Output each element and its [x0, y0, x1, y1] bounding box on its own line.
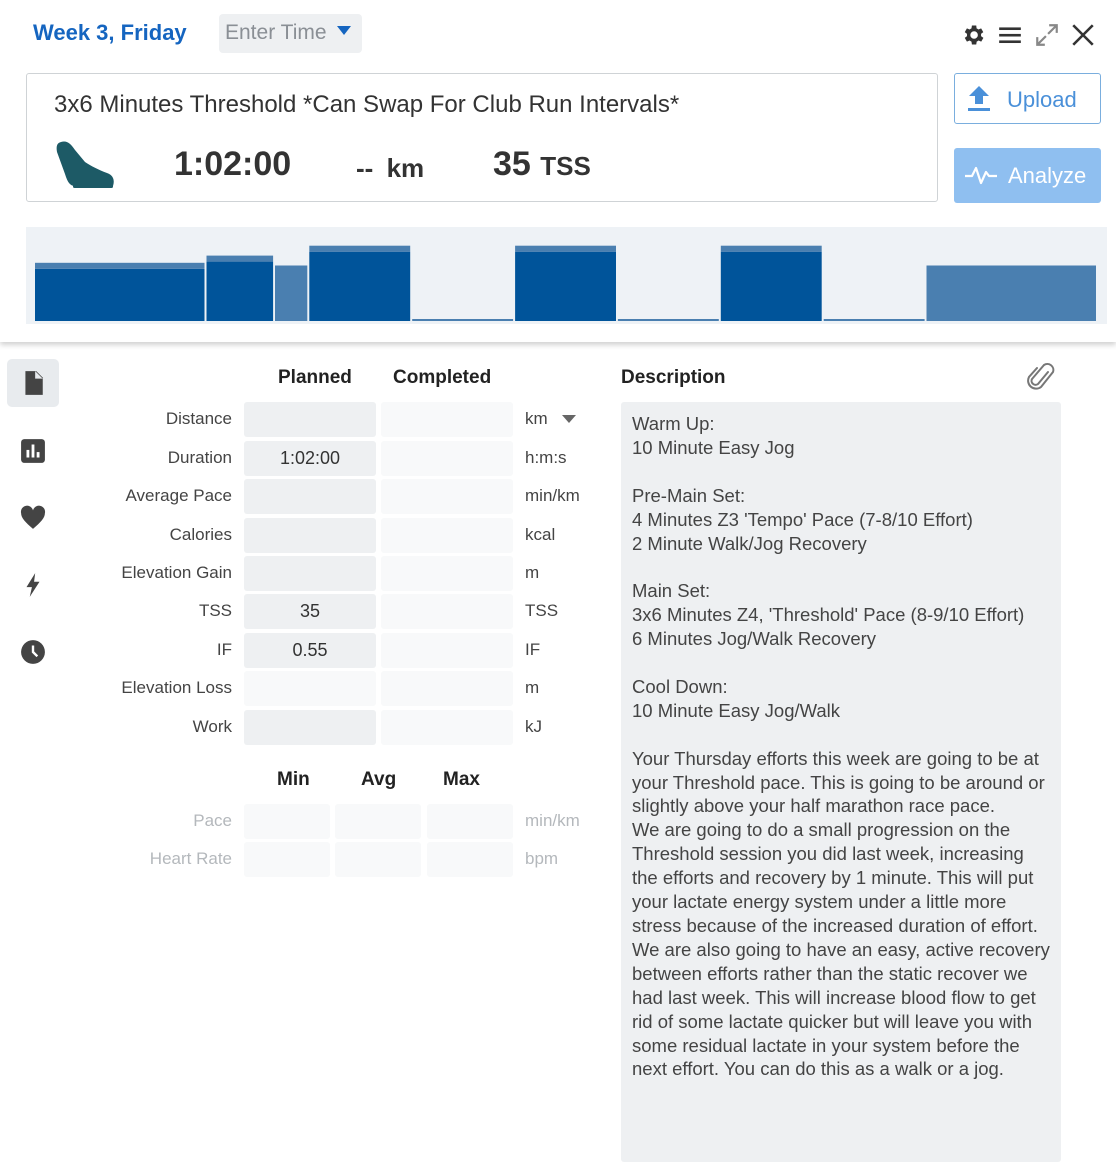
work-unit: kJ: [525, 717, 542, 736]
completed-if-input[interactable]: [381, 633, 513, 668]
avg-column-header: Avg: [361, 769, 397, 790]
description-line: Pre-Main Set:: [632, 484, 746, 506]
analyze-label: Analyze: [1008, 163, 1087, 188]
day-title: Week 3, Friday: [33, 20, 187, 45]
unit-dropdown-icon[interactable]: [562, 415, 576, 423]
clock-icon: [20, 639, 46, 665]
profile-segment-cap-9: [927, 266, 1097, 272]
metric-label-calories: Calories: [169, 525, 232, 544]
description-line: 2 Minute Walk/Jog Recovery: [632, 532, 867, 554]
heart-rate-max-input[interactable]: [427, 842, 513, 877]
metric-label-elevation-gain: Elevation Gain: [121, 563, 232, 582]
completed-elevation-gain-input[interactable]: [381, 556, 513, 591]
menu-icon[interactable]: [997, 22, 1023, 48]
metric-label-average-pace: Average Pace: [125, 486, 232, 505]
profile-segment-1: [207, 262, 274, 321]
tss-unit: TSS: [525, 601, 559, 620]
close-icon[interactable]: [1070, 22, 1096, 48]
heart-rate-avg-input[interactable]: [335, 842, 421, 877]
heart-rate-min-input[interactable]: [244, 842, 330, 877]
completed-elevation-loss-input[interactable]: [381, 671, 513, 706]
pulse-icon: [964, 164, 998, 186]
expand-icon[interactable]: [1034, 22, 1060, 48]
description-paragraph: Your Thursday efforts this week are going to be at your Threshold pace. This is going to be around or slightly above your half marathon race pace.: [632, 747, 1045, 817]
summary-tss-unit: TSS: [540, 151, 591, 181]
analyze-button[interactable]: [954, 148, 1101, 203]
pace-max-input[interactable]: [427, 804, 513, 839]
profile-segment-3: [309, 252, 410, 321]
gear-icon[interactable]: [960, 22, 986, 48]
profile-segment-6: [618, 319, 719, 321]
duration-unit: h:m:s: [525, 448, 567, 467]
completed-calories-input[interactable]: [381, 518, 513, 553]
tab-charts[interactable]: [7, 427, 59, 475]
tab-summary[interactable]: [7, 359, 59, 407]
description-line: 10 Minute Easy Jog/Walk: [632, 699, 841, 721]
upload-icon: [967, 85, 991, 113]
caret-down-icon: [337, 26, 351, 35]
metric-label-distance: Distance: [165, 409, 232, 428]
completed-column-header: Completed: [393, 367, 492, 388]
paperclip-icon[interactable]: [1027, 360, 1055, 392]
profile-segment-cap-1: [207, 256, 274, 262]
min-column-header: Min: [277, 769, 310, 790]
profile-segment-9: [927, 272, 1097, 322]
summary-distance-unit: km: [386, 153, 425, 183]
document-icon: [20, 370, 46, 396]
metric-label-tss: TSS: [198, 601, 232, 620]
profile-segment-7: [721, 252, 822, 321]
range-pace-unit: min/km: [525, 811, 580, 830]
tab-power[interactable]: [7, 561, 59, 609]
profile-segment-5: [515, 252, 616, 321]
elevation-gain-unit: m: [525, 563, 540, 582]
upload-label: Upload: [1007, 87, 1077, 112]
tab-heart-rate[interactable]: [7, 494, 59, 542]
running-shoe-icon: [55, 140, 117, 190]
time-select[interactable]: [219, 14, 362, 53]
planned-work-input[interactable]: [244, 710, 376, 745]
pace-unit: min/km: [525, 486, 580, 505]
lightning-icon: [20, 572, 46, 598]
profile-segment-cap-0: [35, 263, 205, 269]
distance-unit: km: [525, 409, 548, 428]
pace-min-input[interactable]: [244, 804, 330, 839]
profile-segment-cap-7: [721, 246, 822, 252]
workout-summary-card: [26, 73, 938, 202]
description-line: 10 Minute Easy Jog: [632, 436, 795, 458]
planned-calories-input[interactable]: [244, 518, 376, 553]
description-line: 4 Minutes Z3 'Tempo' Pace (7-8/10 Effort): [632, 508, 973, 530]
profile-segment-cap-5: [515, 246, 616, 252]
profile-segment-cap-3: [309, 246, 410, 252]
description-heading: Description: [621, 367, 726, 388]
completed-tss-input[interactable]: [381, 594, 513, 629]
profile-segment-4: [412, 319, 513, 321]
bar-chart-icon: [20, 438, 46, 464]
summary-distance: [356, 153, 424, 184]
summary-tss-value: 35: [493, 145, 531, 183]
description-paragraph: We are going to do a small progression on the Threshold session you did last week, increasing the efforts and recovery by 1 minute. This will put your lactate energy system under a little more stress because of the increased duration of effort. We are also going to have an easy, active recovery between efforts rather than the static recover we had last week. This will increase blood flow to get rid of some lactate quicker but will leave you with some residual lactate in your system before the next effort. You can do this as a walk or a jog.: [632, 819, 1050, 1080]
time-select-placeholder: Enter Time: [225, 21, 327, 44]
planned-duration-input[interactable]: 1:02:00: [244, 441, 376, 476]
workout-profile-svg: [26, 227, 1107, 324]
profile-segment-8: [824, 319, 925, 321]
summary-distance-value: --: [356, 153, 374, 183]
completed-work-input[interactable]: [381, 710, 513, 745]
workout-title: 3x6 Minutes Threshold *Can Swap For Club Run Intervals*: [54, 91, 680, 118]
planned-if-input[interactable]: 0.55: [244, 633, 376, 668]
range-heart-rate-unit: bpm: [525, 849, 559, 868]
description-text[interactable]: [621, 402, 1061, 1162]
metric-label-work: Work: [192, 717, 232, 736]
range-label-heart-rate: Heart Rate: [149, 849, 232, 868]
workout-profile-chart: [26, 227, 1107, 324]
metric-label-if: IF: [216, 640, 232, 659]
summary-tss: [493, 145, 591, 184]
completed-distance-input[interactable]: [381, 402, 513, 437]
max-column-header: Max: [443, 769, 480, 790]
planned-column-header: Planned: [278, 367, 352, 388]
range-label-pace: Pace: [193, 811, 232, 830]
tab-history[interactable]: [7, 628, 59, 676]
profile-segment-0: [35, 269, 205, 321]
completed-duration-input[interactable]: [381, 441, 513, 476]
description-line: Cool Down:: [632, 675, 728, 697]
elevation-loss-unit: m: [525, 678, 540, 697]
planned-elevation-loss-input[interactable]: [244, 671, 376, 706]
description-line: Main Set:: [632, 580, 711, 602]
profile-segment-cap-2: [275, 266, 307, 272]
description-line: 6 Minutes Jog/Walk Recovery: [632, 628, 877, 650]
metric-label-duration: Duration: [167, 448, 232, 467]
completed-pace-input[interactable]: [381, 479, 513, 514]
workout-header: [0, 0, 1116, 342]
metric-label-elevation-loss: Elevation Loss: [121, 678, 232, 697]
description-line: Warm Up:: [632, 413, 715, 434]
planned-pace-input[interactable]: [244, 479, 376, 514]
heart-icon: [20, 505, 46, 531]
planned-elevation-gain-input[interactable]: [244, 556, 376, 591]
if-unit: IF: [525, 640, 541, 659]
calories-unit: kcal: [525, 525, 556, 544]
summary-duration: 1:02:00: [174, 145, 292, 183]
planned-distance-input[interactable]: [244, 402, 376, 437]
pace-avg-input[interactable]: [335, 804, 421, 839]
profile-segment-2: [275, 272, 307, 322]
upload-button[interactable]: [954, 73, 1101, 124]
description-line: 3x6 Minutes Z4, 'Threshold' Pace (8-9/10 Effort): [632, 604, 1025, 626]
planned-tss-input[interactable]: 35: [244, 594, 376, 629]
